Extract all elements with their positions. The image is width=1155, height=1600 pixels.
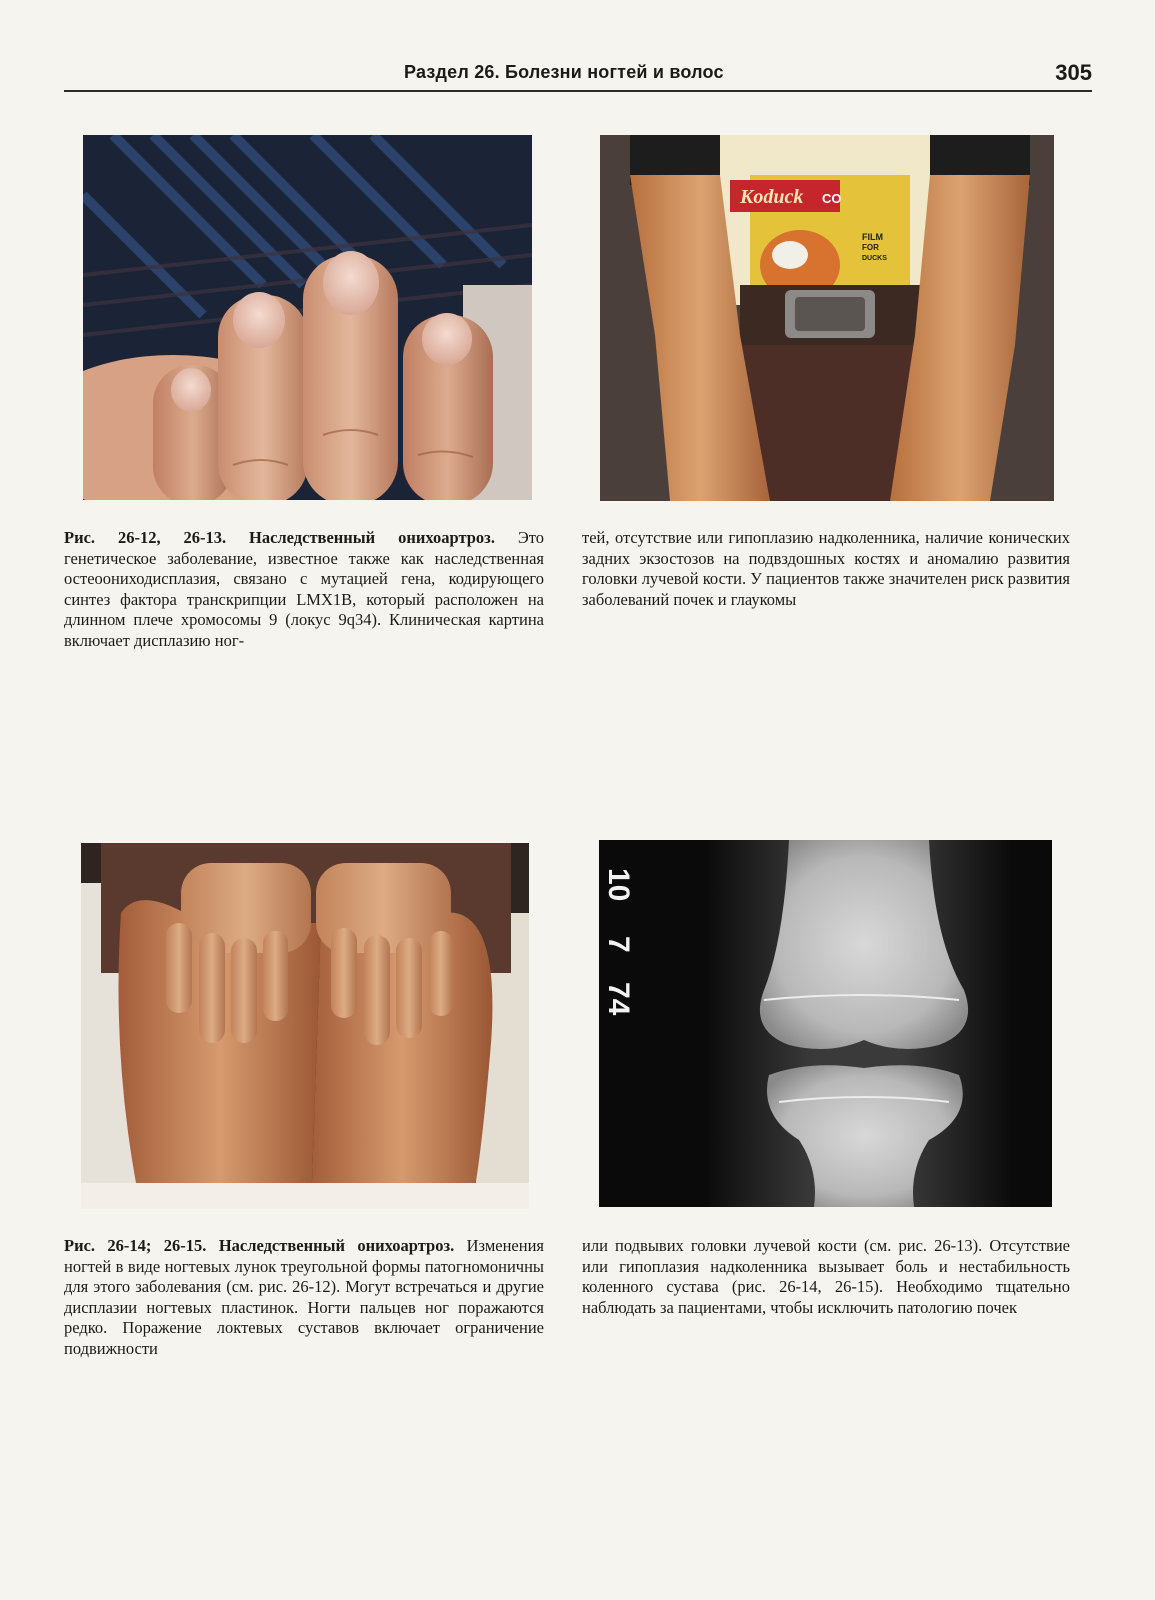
caption-top-right: [582, 528, 1070, 610]
shirt-text-film: FILM: [862, 232, 883, 242]
figure-26-13-photo: [600, 135, 1054, 501]
running-header: [64, 58, 1092, 92]
section-title: Раздел 26. Болезни ногтей и волос: [404, 62, 724, 82]
xray-label-year: 74: [602, 982, 635, 1016]
figure-26-14-photo: [81, 843, 529, 1209]
shirt-brand-text: Koduck: [740, 186, 804, 208]
figure-26-12-photo: [83, 135, 532, 500]
caption-bottom-left: [64, 1236, 544, 1359]
shirt-text-for: FOR: [862, 243, 879, 252]
shirt-brand-suffix: CO: [822, 191, 842, 206]
caption-bottom-right-body: или подвывих головки лучевой кости (см. рис. 26-13). Отсутствие или гипоплазия надколенника вызывает боль и нестабильность коленного сустава (рис. 26-14, 26-15). Необходимо тщательно наблюдать за пациентами, чтобы исключить патологию почек: [582, 1236, 1070, 1317]
caption-top-left-label: Рис. 26-12, 26-13. Наследственный онихоартроз.: [64, 528, 495, 547]
xray-label-month: 7: [602, 936, 635, 953]
xray-label-day: 10: [602, 868, 635, 902]
caption-bottom-left-body: Изменения ногтей в виде ногтевых лунок треугольной формы патогномоничны для этого заболевания (см. рис. 26-12). Могут встречаться и другие дисплазии ногтевых пластинок. Ногти пальцев ног поражаются редко. Поражение локтевых суставов включает ограничение подвижности: [64, 1236, 544, 1358]
figure-26-15-photo: [599, 840, 1052, 1207]
shirt-text-ducks: DUCKS: [862, 255, 887, 262]
caption-top-left-body: Это генетическое заболевание, известное также как наследственная остеоониходисплазия, связано с мутацией гена, кодирующего синтез фактора транскрипции LMX1B, который расположен на длинном плече хромосомы 9 (локус 9q34). Клиническая картина включает дисплазию ног-: [64, 528, 545, 650]
caption-bottom-left-label: Рис. 26-14; 26-15. Наследственный онихоартроз.: [64, 1236, 455, 1255]
caption-top-right-body: тей, отсутствие или гипоплазию надколенника, наличие конических задних экзостозов на подвздошных костях и аномалию развития головки лучевой кости. У пациентов также значителен риск развития заболеваний почек и глаукомы: [582, 528, 1070, 609]
caption-top-left: [64, 528, 544, 651]
page-number: 305: [1055, 60, 1092, 85]
caption-bottom-right: [582, 1236, 1070, 1318]
